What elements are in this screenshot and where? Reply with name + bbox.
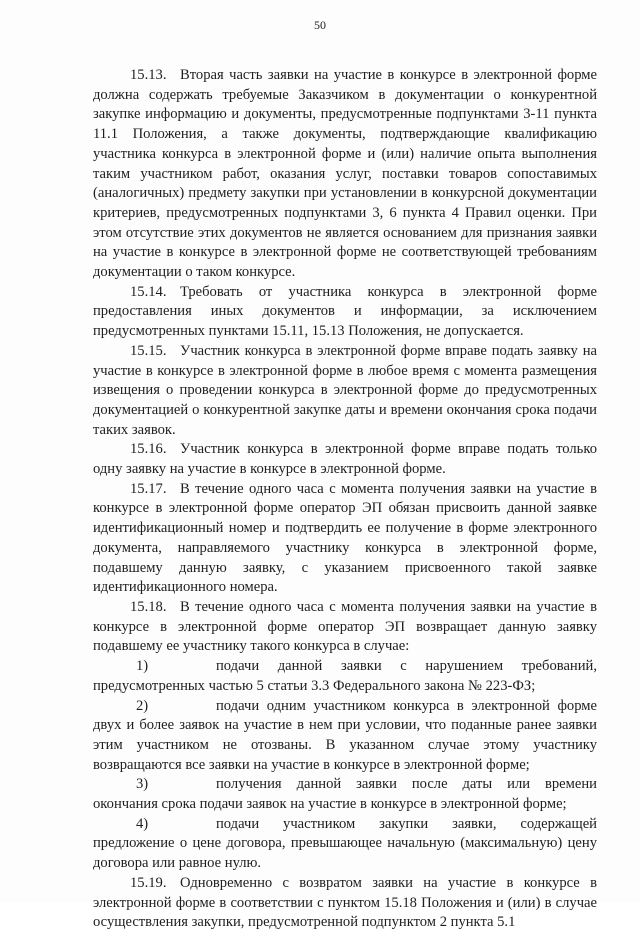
paragraph-text: Участник конкурса в электронной форме вправе подать только одну заявку на участие в конкурсе в электронной форме. bbox=[93, 441, 597, 478]
paragraph-15-17 bbox=[93, 480, 597, 598]
page-number: 50 bbox=[314, 18, 326, 32]
paragraph-text: В течение одного часа с момента получения заявки на участие в конкурсе в электронной форме оператор ЭП возвращает данную заявку подавшему ее участнику такого конкурса в случае: bbox=[93, 598, 597, 655]
paragraph-text: Участник конкурса в электронной форме вправе подать заявку на участие в конкурсе в электронной форме в любое время с момента размещения извещения о проведении конкурса в электронной форме до предусмотренных документацией о конкурентной закупке даты и времени окончания срока подачи таких заявок. bbox=[93, 342, 597, 438]
paragraph-number: 15.16. bbox=[130, 441, 167, 458]
subitem-3 bbox=[93, 775, 597, 814]
paragraph-number: 15.14. bbox=[130, 283, 167, 300]
paragraph-15-16 bbox=[93, 440, 597, 479]
subitem-1 bbox=[93, 657, 597, 696]
subitem-number: 1) bbox=[136, 658, 149, 675]
paragraph-15-13 bbox=[93, 66, 597, 283]
subitem-number: 2) bbox=[136, 697, 149, 714]
paragraph-text: В течение одного часа с момента получения заявки на участие в конкурсе в электронной форме оператор ЭП обязан присвоить данной заявке идентификационный номер и подтвердить ее получение в форме электронного документа, направляемого участнику конкурса в электронной форме, подавшему данную заявку, с указанием присвоенного такой заявке идентификационного номера. bbox=[93, 480, 597, 596]
paragraph-number: 15.13. bbox=[130, 67, 167, 83]
paragraph-15-19 bbox=[93, 874, 597, 933]
subitem-number: 3) bbox=[136, 776, 149, 793]
subitem-text: получения данной заявки после даты или времени окончания срока подачи заявок на участие в конкурсе в электронной форме; bbox=[93, 776, 597, 813]
paragraph-text: Одновременно с возвратом заявки на участие в конкурсе в электронной форме в соответствии с пунктом 15.18 Положения и (или) в случае осуществления закупки, предусмотренной подпунктом 2 пункта 5.1 bbox=[93, 874, 597, 931]
paragraph-number: 15.19. bbox=[130, 874, 167, 891]
paragraph-number: 15.17. bbox=[130, 480, 167, 497]
subitem-text: подачи данной заявки с нарушением требований, предусмотренных частью 5 статьи 3.3 Федерального закона № 223-ФЗ; bbox=[93, 658, 597, 694]
subitem-number: 4) bbox=[136, 815, 149, 832]
paragraph-15-14 bbox=[93, 283, 597, 342]
subitem-text: подачи участником закупки заявки, содержащей предложение о цене договора, превышающее начальную (максимальную) цену договора или равное нулю. bbox=[93, 815, 597, 872]
subitem-text: подачи одним участником конкурса в электронной форме двух и более заявок на участие в нем при условии, что поданные ранее заявки этим участником не отозваны. В указанном случае этому участнику возвращаются все заявки на участие в конкурсе в электронной форме; bbox=[93, 697, 597, 773]
paragraph-number: 15.18. bbox=[130, 598, 167, 615]
subitem-2 bbox=[93, 697, 597, 776]
paragraph-15-18 bbox=[93, 598, 597, 657]
paragraph-text: Требовать от участника конкурса в электронной форме предоставления иных документов и информации, за исключением предусмотренных пунктами 15.11, 15.13 Положения, не допускается. bbox=[93, 283, 597, 340]
subitem-4 bbox=[93, 815, 597, 874]
document-body bbox=[93, 66, 597, 933]
paragraph-text: Вторая часть заявки на участие в конкурсе в электронной форме должна содержать требуемые Заказчиком в документации о конкурентной закупке информацию и документы, предусмотренные подпунктами 3-11 пункта 11.1 Положения, а также документы, подтверждающие квалификацию участника конкурса в электронной форме и (или) наличие опыта выполнения таким участником работ, оказания услуг, поставки товаров сопоставимых (аналогичных) предмету закупки при установлении в конкурсной документации критериев, предусмотренных подпунктами 3, 6 пункта 4 Правил оценки. При этом отсутствие этих документов не является основанием для признания заявки на участие в конкурсе в электронной форме не соответствующей требованиям документации о таком конкурсе. bbox=[93, 67, 597, 281]
paragraph-15-15 bbox=[93, 342, 597, 441]
paragraph-number: 15.15. bbox=[130, 342, 167, 359]
